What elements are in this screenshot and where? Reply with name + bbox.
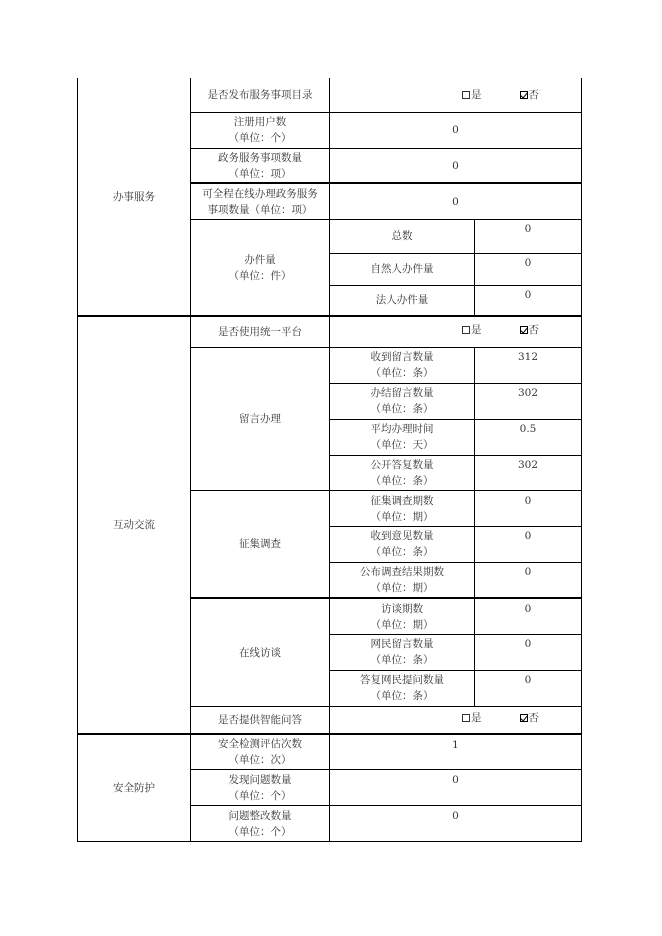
- sub-label-answered-questions: [330, 670, 474, 706]
- section-label-security: [78, 735, 190, 841]
- option-no[interactable]: [520, 710, 540, 726]
- value-text: 302: [517, 459, 539, 471]
- label-text: 收到意见数量: [370, 530, 434, 542]
- value-text: 0: [524, 257, 532, 269]
- row-label-handled: [191, 219, 329, 316]
- unit-text: （单位：期）: [370, 581, 434, 594]
- checkbox-checked-icon[interactable]: [520, 326, 528, 334]
- section-label-text: 办事服务: [113, 191, 155, 203]
- label-text: 公布调查结果期数: [360, 565, 444, 578]
- checkbox-unchecked-icon[interactable]: [462, 326, 470, 334]
- value-text: 0: [452, 159, 459, 172]
- option-yes[interactable]: [462, 710, 482, 726]
- unit-text: （单位：项）: [228, 167, 292, 180]
- unit-text: （单位：件）: [228, 269, 292, 282]
- row-label-security-checks: [191, 735, 329, 769]
- catalog-choice: [330, 78, 581, 112]
- option-yes-label: 是: [471, 324, 482, 336]
- unit-text: （单位：天）: [370, 439, 434, 451]
- label-text: 办件量: [244, 253, 276, 266]
- label-text: 公开答复数量: [370, 458, 434, 471]
- table-border-right: [581, 78, 582, 842]
- unit-text: （单位：条）: [370, 367, 434, 379]
- value-text: 312: [517, 351, 539, 363]
- option-no[interactable]: [520, 87, 540, 103]
- unit-text: （单位：个）: [228, 789, 292, 802]
- row-label-unified-platform: [191, 317, 329, 347]
- value-text: 1: [452, 739, 459, 751]
- sub-label-avg-time: [330, 419, 474, 455]
- option-no-label: 否: [528, 324, 539, 336]
- value-text: 0: [452, 195, 459, 208]
- value-text: 0: [524, 566, 532, 578]
- sub-label-interview-periods: [330, 599, 474, 634]
- sub-label-total: [330, 219, 474, 253]
- unit-text: （单位：期）: [370, 510, 434, 523]
- label-text: 是否发布服务事项目录: [207, 89, 313, 101]
- unit-text: （单位：次）: [228, 754, 292, 766]
- value-registered-users: [330, 112, 581, 148]
- unit-text: （单位：条）: [370, 474, 434, 487]
- label-text: 留言办理: [239, 413, 281, 425]
- label-text: 答复网民提问数量: [360, 674, 444, 686]
- label-text: 在线访谈: [239, 646, 281, 659]
- value-service-items: [330, 148, 581, 183]
- value-text: 0: [524, 638, 532, 650]
- value-issues-found: [330, 770, 581, 805]
- option-yes-label: 是: [471, 89, 482, 101]
- section-label-interaction: [78, 317, 190, 733]
- value-received: [475, 347, 581, 383]
- value-legal-person: [475, 285, 581, 315]
- unit-text: （单位：期）: [370, 618, 434, 631]
- checkbox-unchecked-icon[interactable]: [462, 91, 470, 99]
- value-text: 302: [517, 387, 539, 399]
- row-label-registered-users: [191, 112, 329, 148]
- value-text: 0: [524, 674, 532, 686]
- row-label-smart-qa: [191, 707, 329, 733]
- option-yes[interactable]: [462, 322, 482, 338]
- unit-text: （单位：条）: [370, 654, 434, 666]
- option-yes[interactable]: [462, 87, 482, 103]
- value-netizen-messages: [475, 634, 581, 670]
- row-label-online-items: [191, 184, 329, 219]
- value-issues-fixed: [330, 806, 581, 841]
- label-text: 自然人办件量: [370, 263, 434, 275]
- label-text: 问题整改数量: [228, 809, 292, 822]
- sub-label-netizen-messages: [330, 634, 474, 670]
- label-text: 网民留言数量: [370, 638, 434, 650]
- value-total: [475, 219, 581, 253]
- unit-text: （单位：个）: [228, 132, 292, 144]
- value-online-items: [330, 184, 581, 219]
- option-no-label: 否: [528, 712, 539, 724]
- value-results-published: [475, 562, 581, 597]
- label-text: 总数: [391, 230, 413, 242]
- unit-text: （单位：个）: [228, 825, 292, 838]
- value-text: 0: [452, 774, 459, 786]
- sub-label-legal-person: [330, 285, 474, 315]
- label-text: 征集调查期数: [370, 494, 434, 507]
- value-text: 0: [524, 223, 532, 235]
- value-avg-time: [475, 419, 581, 455]
- sub-label-opinions: [330, 526, 474, 562]
- label-text: 可全程在线办理政务服务: [202, 187, 318, 200]
- unified-platform-choice: [330, 317, 581, 343]
- section-label-text: 互动交流: [113, 519, 155, 531]
- checkbox-unchecked-icon[interactable]: [462, 714, 470, 722]
- label-text: 发现问题数量: [228, 773, 292, 786]
- label-text: 是否提供智能问答: [218, 714, 302, 726]
- sub-label-completed: [330, 383, 474, 419]
- label-text: 政务服务事项数量: [218, 151, 302, 164]
- group-label-messages: [191, 348, 329, 490]
- label-text: 法人办件量: [375, 294, 429, 306]
- sub-label-received: [330, 347, 474, 383]
- label-text: 办结留言数量: [370, 387, 434, 399]
- label-text: 安全检测评估次数: [218, 738, 302, 750]
- row-label-issues-fixed: [191, 806, 329, 841]
- value-public-replies: [475, 455, 581, 490]
- option-no-label: 否: [528, 89, 539, 101]
- value-interview-periods: [475, 599, 581, 634]
- label-text: 访谈期数: [381, 602, 423, 615]
- section-label-service: [78, 78, 190, 316]
- checkbox-checked-icon[interactable]: [520, 714, 528, 722]
- label-text: 是否使用统一平台: [218, 326, 302, 338]
- sub-label-public-replies: [330, 455, 474, 490]
- value-security-checks: [330, 735, 581, 769]
- option-yes-label: 是: [471, 712, 482, 724]
- sub-label-results-published: [330, 562, 474, 597]
- smart-qa-choice: [330, 707, 581, 729]
- value-text: 0: [452, 810, 459, 822]
- unit-text: （单位：条）: [370, 403, 434, 415]
- sub-label-survey-periods: [330, 491, 474, 526]
- row-label-issues-found: [191, 770, 329, 805]
- label-text-2: 事项数量（单位：项）: [207, 203, 313, 216]
- row-label-service-items: [191, 148, 329, 183]
- value-survey-periods: [475, 491, 581, 526]
- option-no[interactable]: [520, 322, 540, 338]
- table-border-bottom: [77, 841, 582, 842]
- unit-text: （单位：条）: [370, 546, 434, 558]
- group-label-survey: [191, 491, 329, 597]
- label-text: 平均办理时间: [370, 423, 434, 435]
- group-label-interview: [191, 599, 329, 706]
- checkbox-checked-icon[interactable]: [520, 91, 528, 99]
- value-natural-person: [475, 253, 581, 285]
- section-label-text: 安全防护: [113, 782, 155, 794]
- value-completed: [475, 383, 581, 419]
- value-text: 0: [524, 530, 532, 542]
- value-text: 0.5: [519, 423, 537, 435]
- value-text: 0: [524, 495, 532, 507]
- sub-label-natural-person: [330, 253, 474, 285]
- value-text: 0: [452, 124, 459, 136]
- unit-text: （单位：条）: [370, 690, 434, 702]
- value-text: 0: [524, 603, 532, 615]
- value-opinions: [475, 526, 581, 562]
- label-text: 征集调查: [239, 538, 281, 550]
- row-label-catalog: [191, 78, 329, 112]
- value-answered-questions: [475, 670, 581, 706]
- label-text: 收到留言数量: [370, 351, 434, 363]
- label-text: 注册用户数: [233, 116, 287, 128]
- value-text: 0: [524, 289, 532, 301]
